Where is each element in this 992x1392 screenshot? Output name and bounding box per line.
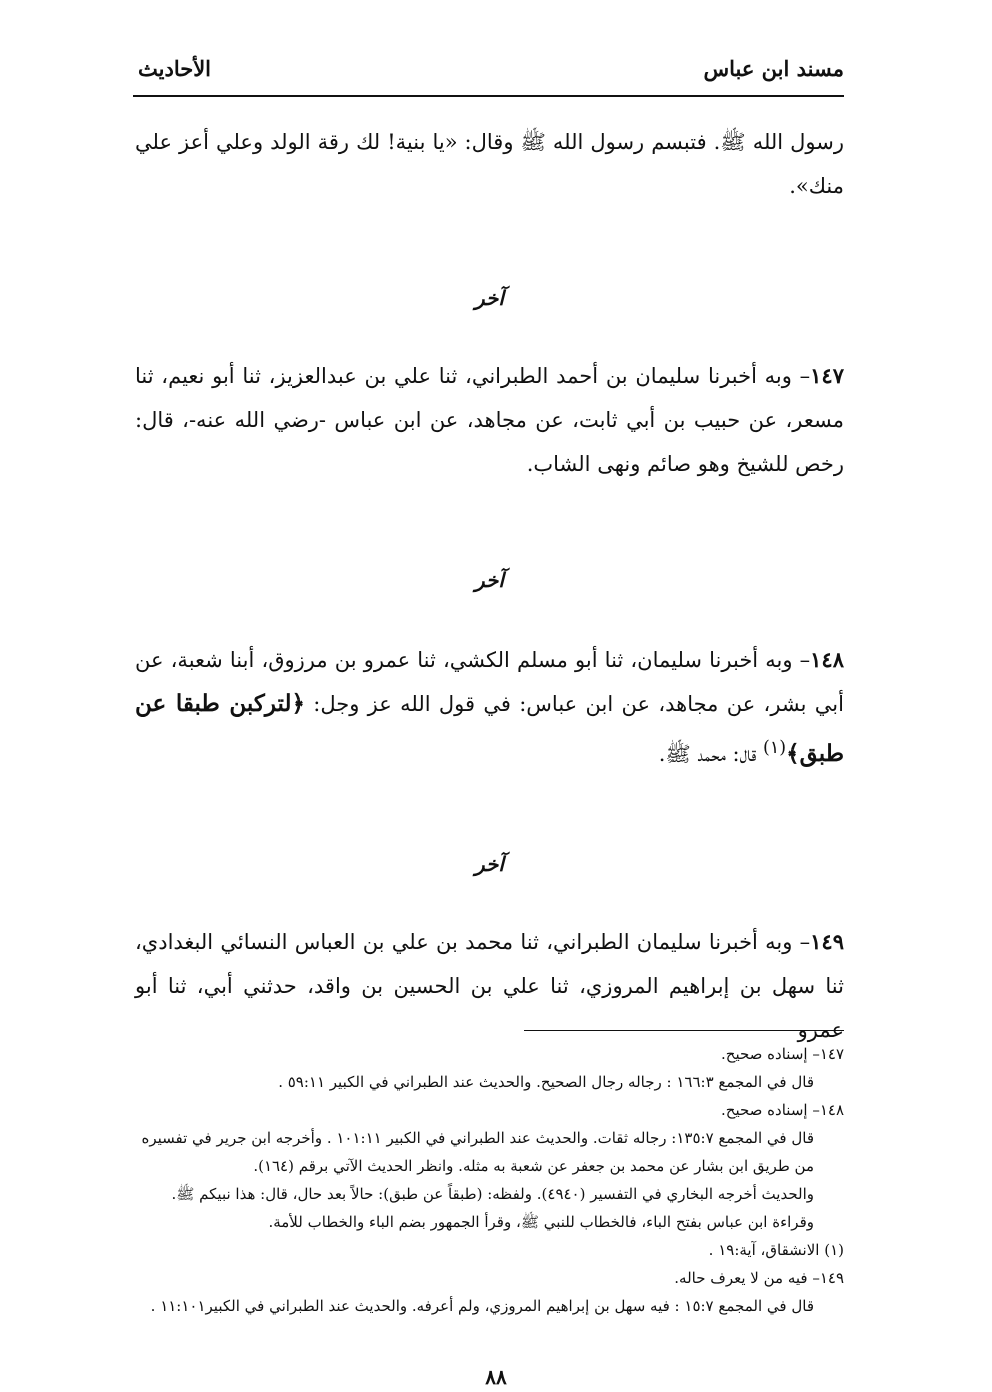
footnotes (140, 1040, 844, 1320)
section-heading-147: آخر (475, 286, 504, 310)
footnote-line: ١٤٨– إسناده صحيح. (721, 1101, 844, 1119)
footnote-line: (١) الانشقاق، آية:١٩ . (708, 1241, 844, 1259)
hadith-text: – وبه أخبرنا سليمان بن أحمد الطبراني، ثنا علي بن عبدالعزيز، ثنا أبو نعيم، ثنا مسعر، عن حبيب بن أبي ثابت، عن مجاهد، عن ابن عباس -رضي الله عنه-، قال: رخص للشيخ وهو صائم ونهى الشاب. (135, 364, 844, 476)
hadith-147 (135, 354, 844, 486)
continuation-paragraph (135, 120, 844, 208)
header-divider (133, 95, 844, 97)
footnote-line: ١٤٧– إسناده صحيح. (721, 1045, 844, 1063)
section-heading-148: آخر (475, 568, 504, 592)
hadith-text: – وبه أخبرنا سليمان، ثنا أبو مسلم الكشي، ثنا عمرو بن مرزوق، أبنا شعبة، عن أبي بشر، عن مجاهد، عن ابن عباس: في قول الله عز وجل: (135, 648, 844, 716)
hadith-number: ١٤٩ (810, 929, 844, 954)
footnote-divider (524, 1030, 844, 1031)
hadith-text-end: قال: محمد ﷺ. (658, 742, 764, 766)
footnote-marker: (١) (763, 738, 787, 758)
footnote-line: والحديث أخرجه البخاري في التفسير (٤٩٤٠). ولفظه: (طبقاً عن طبق): حالاً بعد حال، قال: هذا نبيكم ﷺ. وقراءة ابن عباس بفتح الباء، فالخطاب للنبي ﷺ، وقرأ الجمهور بضم الباء والخطاب للأمة. (171, 1185, 814, 1231)
footnote-line: ١٤٩– فيه من لا يعرف حاله. (674, 1269, 844, 1287)
running-header-book-title: مسند ابن عباس (703, 56, 844, 81)
footnote-line: قال في المجمع ١٥:٧ : فيه سهل بن إبراهيم المروزي، ولم أعرفه. والحديث عند الطبراني في الكبير١١:١٠١ . (150, 1297, 814, 1315)
footnote-line: قال في المجمع ١٣٥:٧: رجاله ثقات. والحديث عند الطبراني في الكبير ١٠١:١١ . وأخرجه ابن جرير في تفسيره من طريق ابن بشار عن محمد بن جعفر عن شعبة به مثله. وانظر الحديث الآتي برقم (١٦٤). (141, 1129, 814, 1175)
section-heading-149: آخر (475, 852, 504, 876)
footnote-line: قال في المجمع ١٦٦:٣ : رجاله رجال الصحيح. والحديث عند الطبراني في الكبير ٥٩:١١ . (278, 1073, 814, 1091)
hadith-number: ١٤٨ (810, 647, 844, 672)
hadith-text: – وبه أخبرنا سليمان الطبراني، ثنا محمد بن علي بن العباس النسائي البغدادي، ثنا سهل بن إبراهيم المروزي، ثنا علي بن الحسين بن واقد، حدثني أبي، ثنا أبو عمرو (135, 930, 844, 1042)
hadith-149 (135, 920, 844, 1052)
quran-verse: ﴿لتركبن طبقا عن طبق﴾ (135, 690, 844, 767)
page-number: ٨٨ (485, 1365, 507, 1389)
hadith-number: ١٤٧ (810, 363, 844, 388)
hadith-148 (135, 638, 844, 776)
running-header-chapter-title: الأحاديث (138, 56, 212, 81)
continuation-text: رسول الله ﷺ. فتبسم رسول الله ﷺ وقال: «يا بنية! لك رقة الولد وعلي أعز علي منك». (135, 130, 844, 198)
